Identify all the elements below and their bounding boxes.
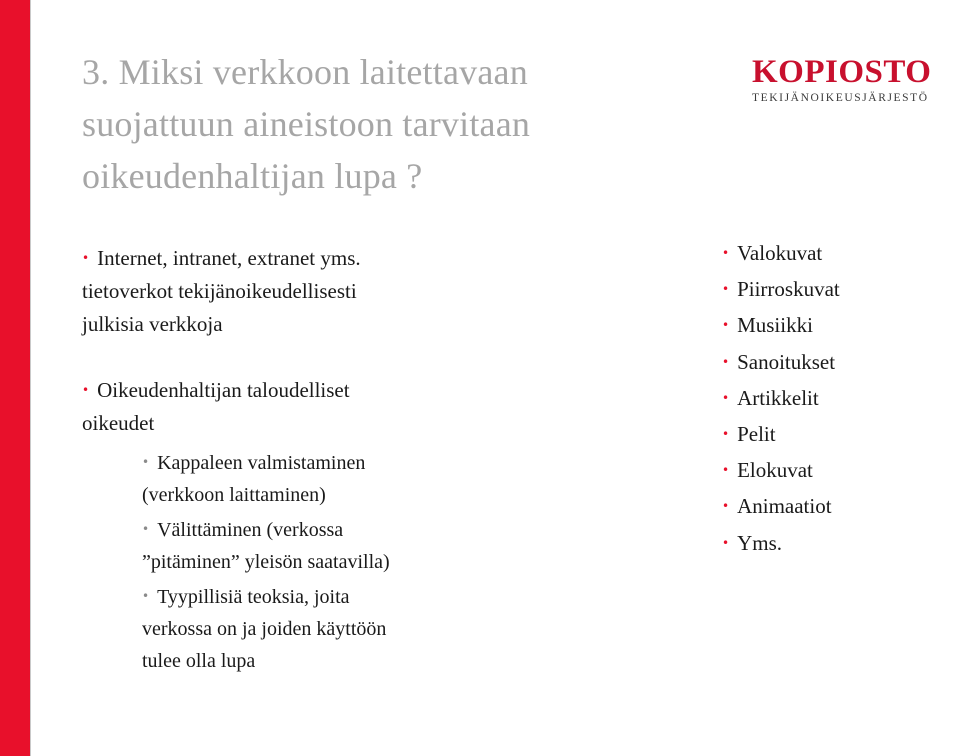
bullet-icon: • — [722, 318, 730, 333]
list-item-text: Artikkelit — [737, 385, 819, 410]
left-accent-bar — [0, 0, 30, 756]
left-accent-divider — [30, 0, 31, 756]
list-item-text: ”pitäminen” yleisön saatavilla) — [142, 551, 390, 573]
list-item-text: julkisia verkkoja — [82, 312, 223, 336]
kopiosto-logo — [752, 55, 957, 105]
bullet-icon: • — [722, 427, 730, 442]
logo-wordmark: KOPIOSTO — [752, 54, 932, 90]
left-bullet-list — [82, 242, 552, 677]
list-item-text: Välittäminen (verkossa — [157, 519, 344, 541]
list-item-text: Kappaleen valmistaminen — [157, 452, 366, 474]
list-item-text: Sanoitukset — [737, 349, 836, 374]
list-item-text: Animaatiot — [737, 494, 832, 519]
logo-subtitle: TEKIJÄNOIKEUSJÄRJESTÖ — [752, 92, 929, 104]
list-item-text: (verkkoon laittaminen) — [142, 484, 326, 506]
list-item-text: Musiikki — [737, 313, 813, 338]
bullet-icon: • — [82, 383, 90, 397]
list-item — [722, 525, 952, 561]
list-item — [82, 374, 552, 440]
list-item — [722, 488, 952, 524]
list-item-text: tietoverkot tekijänoikeudellisesti — [82, 279, 357, 303]
list-item-text: Pelit — [737, 422, 776, 447]
list-item-text: verkossa on ja joiden käyttöön — [142, 618, 387, 640]
sub-list-item — [142, 446, 552, 511]
sub-list-item — [142, 513, 552, 578]
bullet-icon: • — [82, 251, 90, 265]
list-item — [82, 242, 552, 341]
slide-title-line: 3. Miksi verkkoon laitettavaan — [82, 52, 528, 92]
list-item — [722, 452, 952, 488]
list-item-text: Valokuvat — [737, 241, 823, 265]
list-item-text: tulee olla lupa — [142, 650, 256, 672]
list-item — [722, 271, 952, 307]
sub-list-item — [142, 580, 552, 677]
bullet-icon: • — [142, 522, 150, 536]
list-item-text: Elokuvat — [737, 458, 813, 483]
bullet-icon: • — [722, 499, 730, 514]
slide-title-line: suojattuun aineistoon tarvitaan — [82, 104, 531, 144]
list-item-text: Oikeudenhaltijan taloudelliset — [97, 378, 350, 402]
bullet-icon: • — [722, 282, 730, 297]
list-item-text: oikeudet — [82, 411, 155, 435]
list-item-text: Tyypillisiä teoksia, joita — [157, 586, 350, 608]
list-item — [722, 307, 952, 343]
right-bullet-list — [722, 235, 952, 561]
bullet-icon: • — [722, 463, 730, 478]
bullet-icon: • — [722, 390, 730, 405]
bullet-icon: • — [722, 246, 730, 260]
list-item-text: Internet, intranet, extranet yms. — [97, 246, 361, 270]
bullet-icon: • — [142, 589, 150, 603]
list-item-text: Piirroskuvat — [737, 277, 840, 302]
bullet-icon: • — [722, 535, 730, 550]
list-item — [722, 416, 952, 452]
list-item — [722, 344, 952, 380]
bullet-icon: • — [722, 354, 730, 369]
list-item-text: Yms. — [737, 530, 783, 555]
bullet-icon: • — [142, 455, 150, 469]
list-item — [722, 235, 952, 271]
slide-title-line: oikeudenhaltijan lupa ? — [82, 156, 423, 196]
list-item — [722, 380, 952, 416]
slide-title — [82, 46, 722, 202]
